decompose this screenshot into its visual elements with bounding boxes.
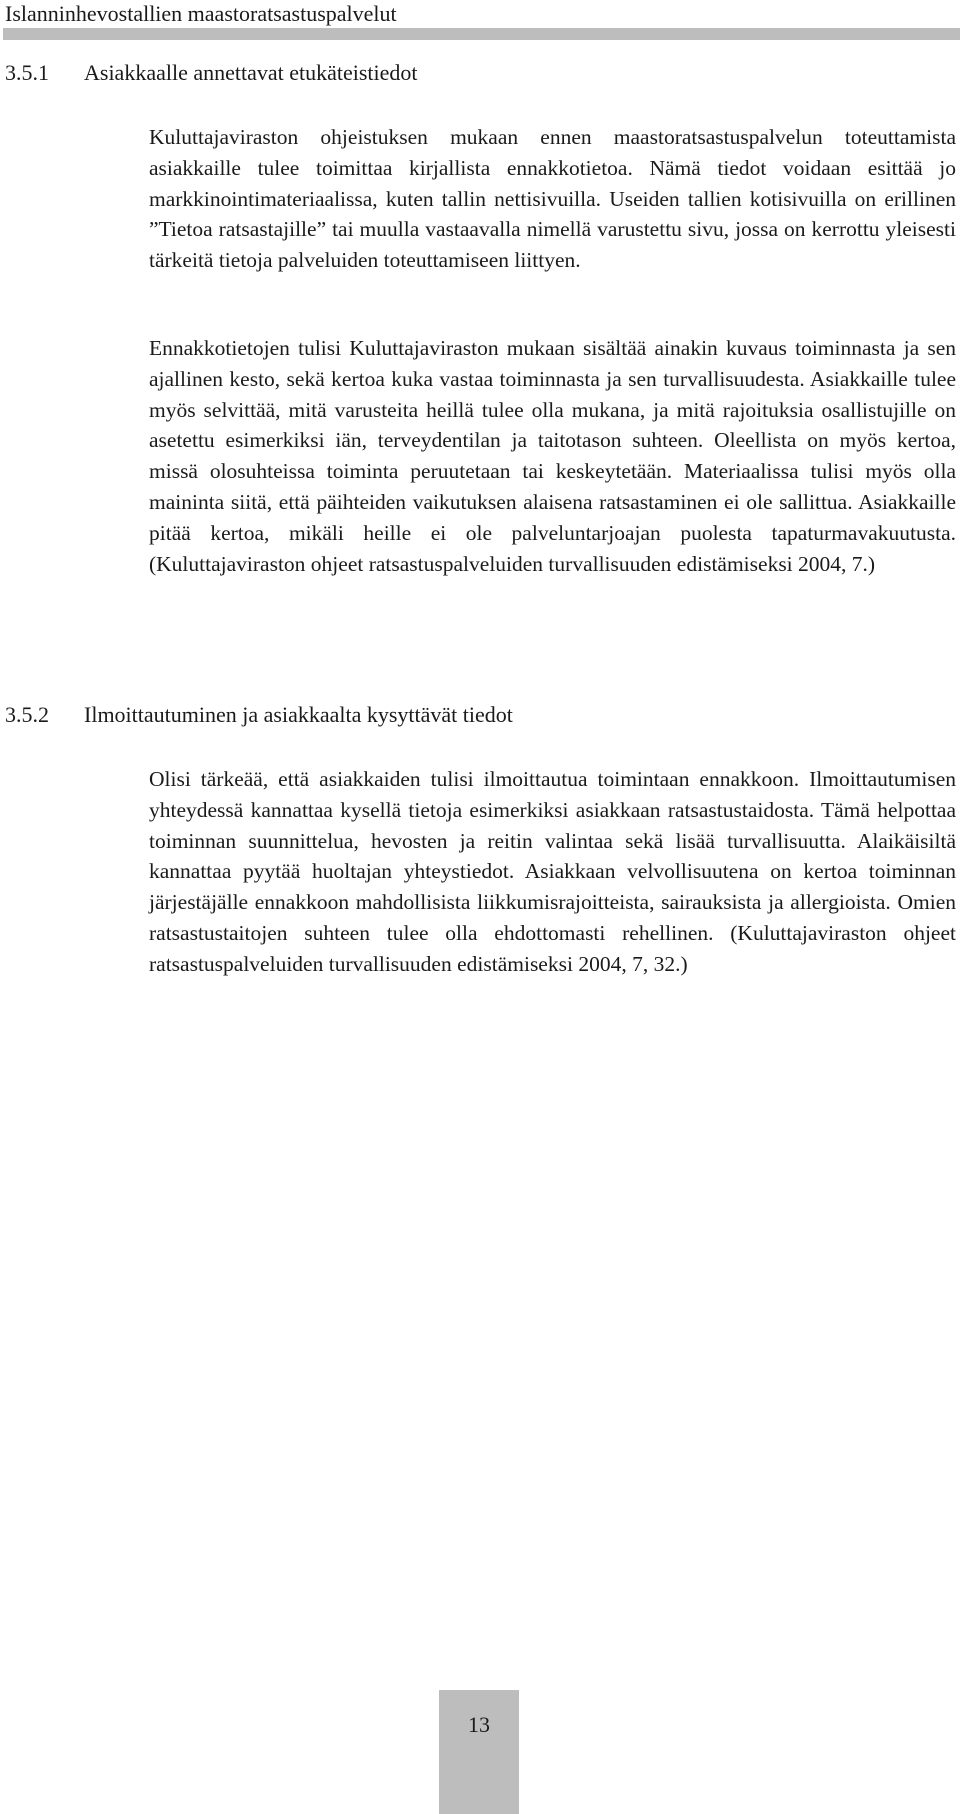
paragraph-advance-info: Kuluttajaviraston ohjeistuksen mukaan ennen maastoratsastuspalvelun toteuttamista asiakkaille tulee toimittaa kirjallista ennakkotietoa. Nämä tiedot voidaan esittää jo markkinointimateriaalissa, kuten tallin nettisivuilla. Useiden tallien kotisivuilla on erillinen ”Tietoa ratsastajille” tai muulla vastaavalla nimellä varustettu sivu, jossa on kerrottu yleisesti tärkeitä tietoja palveluiden toteuttamiseen liittyen. <box>149 125 956 273</box>
section-number: 3.5.1 <box>5 60 49 85</box>
running-header <box>3 0 960 44</box>
section-title: Ilmoittautuminen ja asiakkaalta kysyttävät tiedot <box>84 702 513 727</box>
section-number: 3.5.2 <box>5 702 49 727</box>
page-number: 13 <box>468 1712 490 1737</box>
page-number-box <box>439 1690 519 1814</box>
section-title: Asiakkaalle annettavat etukäteistiedot <box>84 60 418 85</box>
section-heading-3-5-2 <box>5 700 513 730</box>
section-heading-3-5-1 <box>5 58 418 88</box>
paragraph-advance-info-contents: Ennakkotietojen tulisi Kuluttajaviraston mukaan sisältää ainakin kuvaus toiminnasta ja sen ajallinen kesto, sekä kertoa kuka vastaa toiminnasta ja sen turvallisuudesta. Asiakkaille tulee myös selvittää, mitä varusteita heillä tulee olla mukana, ja mitä rajoituksia osallistujille on asetettu esimerkiksi iän, terveydentilan ja taitotason suhteen. Oleellista on myös kertoa, missä olosuhteissa toiminta peruutetaan tai keskeytetään. Materiaalissa tulisi myös olla maininta siitä, että päihteiden vaikutuksen alaisena ratsastaminen ei ole sallittua. Asiakkaille pitää kertoa, mikäli heille ei ole palveluntarjoajan puolesta tapaturmavakuutusta. (Kuluttajaviraston ohjeet ratsastuspalveluiden turvallisuuden edistämiseksi 2004, 7.) <box>149 336 956 576</box>
header-rule <box>3 28 960 40</box>
running-title: Islanninhevostallien maastoratsastuspalvelut <box>5 1 397 26</box>
paragraph-registration: Olisi tärkeää, että asiakkaiden tulisi ilmoittautua toimintaan ennakkoon. Ilmoittautumisen yhteydessä kannattaa kysellä tietoja esimerkiksi asiakkaan ratsastustaidosta. Tämä helpottaa toiminnan suunnittelua, hevosten ja reitin valintaa sekä lisää turvallisuutta. Alaikäisiltä kannattaa pyytää huoltajan yhteystiedot. Asiakkaan velvollisuutena on kertoa toiminnan järjestäjälle ennakkoon mahdollisista liikkumisrajoitteista, sairauksista ja allergioista. Omien ratsastustaitojen suhteen tulee olla ehdottomasti rehellinen. (Kuluttajaviraston ohjeet ratsastuspalveluiden turvallisuuden edistämiseksi 2004, 7, 32.) <box>149 767 956 976</box>
